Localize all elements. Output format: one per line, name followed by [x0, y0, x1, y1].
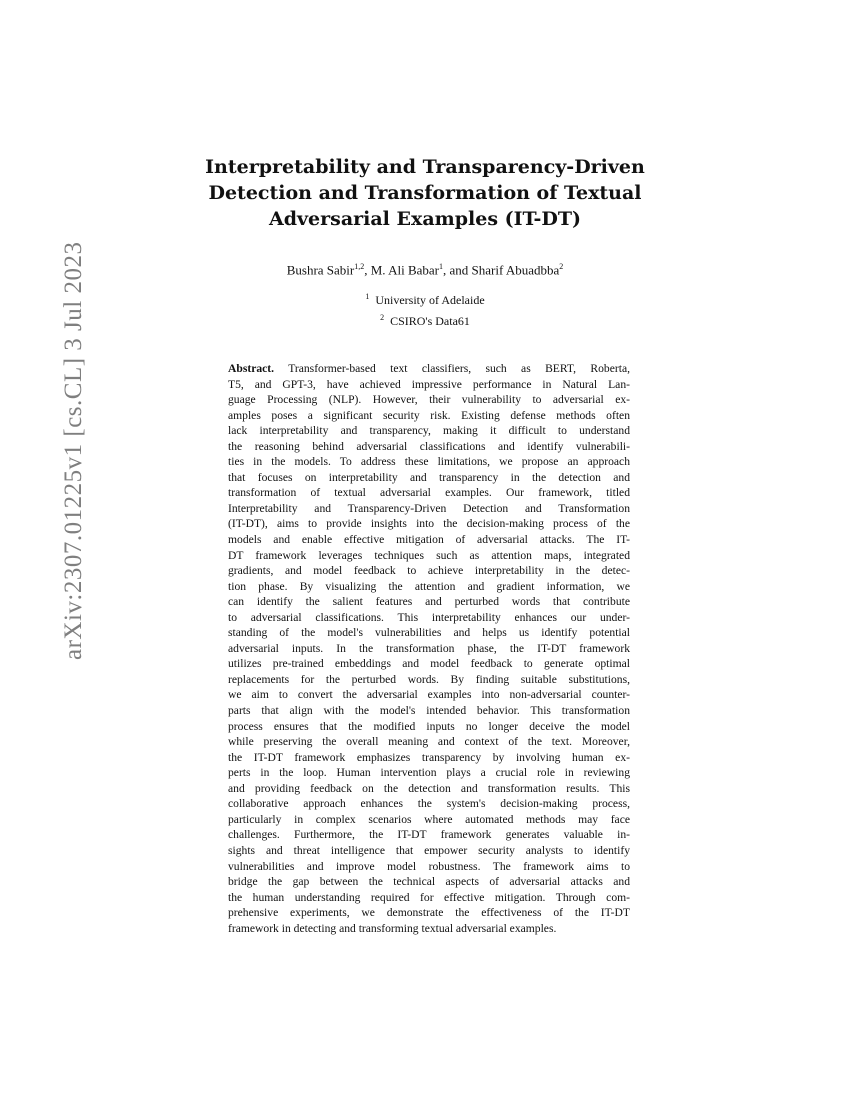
author-list [150, 262, 700, 278]
abstract-line-text: challenges. Furthermore, the IT-DT framework generates valuable in- [228, 828, 630, 842]
abstract-line-text: prehensive experiments, we demonstrate the effectiveness of the IT-DT [228, 906, 630, 920]
affiliation-number: 1 [365, 292, 370, 301]
abstract-line-text: while preserving the overall meaning and context of the text. Moreover, [228, 735, 630, 749]
abstract-line-text: (IT-DT), aims to provide insights into the decision-making process of the [228, 517, 630, 531]
abstract-line-text: and providing feedback on the detection and transformation results. This [228, 781, 630, 795]
abstract-line-text: Interpretability and Transparency-Driven Detection and Transformation [228, 501, 630, 515]
abstract-line [228, 843, 630, 859]
abstract-line-text: the human understanding required for effective mitigation. Through com- [228, 890, 630, 904]
title-line: Interpretability and Transparency-Driven [205, 156, 645, 178]
abstract-line [228, 579, 630, 595]
abstract-line [228, 563, 630, 579]
abstract-line-text: the reasoning behind adversarial classifications and identify vulnerabili- [228, 439, 630, 453]
abstract-line [228, 672, 630, 688]
abstract-line [228, 439, 630, 455]
abstract-line-text: transformation of textual adversarial examples. Our framework, titled [228, 486, 630, 500]
affiliation-name: CSIRO's Data61 [390, 314, 470, 328]
title-line: Adversarial Examples (IT-DT) [268, 208, 582, 230]
abstract-line-text: guage Processing (NLP). However, their vulnerability to adversarial ex- [228, 393, 630, 407]
abstract-line-text: process ensures that the modified inputs no longer deceive the model [228, 719, 630, 733]
abstract-line [228, 890, 630, 906]
abstract-line [228, 548, 630, 564]
author-separator: , and [443, 262, 472, 278]
abstract-line [228, 734, 630, 750]
abstract-label: Abstract. [228, 362, 275, 375]
abstract-line-text: that focuses on interpretability and transparency in the detection and [228, 470, 630, 484]
affiliation [200, 288, 650, 309]
abstract-line [228, 874, 630, 890]
abstract-line [228, 454, 630, 470]
abstract-line-text: perts in the loop. Human intervention plays a crucial role in reviewing [228, 766, 630, 780]
abstract-line [228, 361, 630, 377]
abstract-line-text: Transformer-based text classifiers, such as BERT, Roberta, [288, 362, 630, 375]
author-name: M. Ali Babar [370, 262, 439, 278]
abstract-line [228, 703, 630, 719]
abstract-line-text: amples poses a significant security risk. Existing defense methods often [228, 408, 630, 422]
abstract-line-text: adversarial inputs. In the transformation phase, the IT-DT framework [228, 641, 630, 655]
abstract-line [228, 470, 630, 486]
affiliation-name: University of Adelaide [375, 293, 485, 307]
abstract-line [228, 905, 630, 921]
abstract-line [228, 796, 630, 812]
abstract-line [228, 516, 630, 532]
affiliation-number: 2 [380, 313, 385, 322]
abstract-line [228, 859, 630, 875]
abstract-line-text: gradients, and model feedback to achieve interpretability in the detec- [228, 564, 630, 578]
author-affiliation-mark: 2 [559, 262, 564, 271]
author-separator: , [364, 262, 371, 278]
author-affiliation-mark: 1,2 [354, 262, 365, 271]
abstract-line-text: we aim to convert the adversarial examples into non-adversarial counter- [228, 688, 630, 702]
abstract-line [228, 921, 630, 937]
author-name: Bushra Sabir [286, 262, 355, 278]
abstract-line-text: standing of the model's vulnerabilities and helps us identify potential [228, 626, 630, 640]
abstract-line-text: lack interpretability and transparency, making it difficult to understand [228, 424, 630, 438]
abstract [228, 361, 630, 936]
abstract-line-text: bridge the gap between the technical aspects of adversarial attacks and [228, 875, 630, 889]
arxiv-identifier: arXiv:2307.01225v1 [cs.CL] 3 Jul 2023 [60, 241, 87, 660]
abstract-line-text: DT framework leverages techniques such as attention maps, integrated [228, 548, 630, 562]
abstract-line [228, 641, 630, 657]
abstract-line-text: sights and threat intelligence that empower security analysts to identify [228, 843, 630, 857]
abstract-line-text: parts that align with the model's intended behavior. This transformation [228, 704, 630, 718]
author-affiliation-mark: 1 [439, 262, 443, 271]
abstract-line-text: models and enable effective mitigation of adversarial attacks. The IT- [228, 533, 630, 547]
abstract-line-text: utilizes pre-trained embeddings and model feedback to generate optimal [228, 657, 630, 671]
abstract-line [228, 687, 630, 703]
abstract-line [228, 625, 630, 641]
abstract-line [228, 501, 630, 517]
abstract-line-text: particularly in complex scenarios where automated methods may face [228, 812, 630, 826]
abstract-line [228, 377, 630, 393]
abstract-line [228, 392, 630, 408]
abstract-line [228, 765, 630, 781]
abstract-line [228, 719, 630, 735]
abstract-line [228, 594, 630, 610]
abstract-line-text: the IT-DT framework emphasizes transparency by involving human ex- [228, 750, 630, 764]
abstract-line-text: to adversarial classifications. This interpretability enhances our under- [228, 610, 630, 624]
affiliation-list [200, 288, 650, 330]
author-name: Sharif Abuadbba [471, 262, 560, 278]
abstract-line-text: collaborative approach enhances the system's decision-making process, [228, 797, 630, 811]
abstract-line-text: tion phase. By visualizing the attention and gradient information, we [228, 579, 630, 593]
title-line: Detection and Transformation of Textual [208, 182, 642, 204]
abstract-line [228, 423, 630, 439]
abstract-line [228, 610, 630, 626]
abstract-line [228, 750, 630, 766]
abstract-line [228, 532, 630, 548]
abstract-line [228, 827, 630, 843]
abstract-line [228, 408, 630, 424]
abstract-line-text: replacements for the perturbed words. By finding suitable substitutions, [228, 672, 630, 686]
affiliation [200, 309, 650, 330]
abstract-line-text: vulnerabilities and improve model robustness. The framework aims to [228, 859, 630, 873]
abstract-line [228, 485, 630, 501]
abstract-line-text: framework in detecting and transforming textual adversarial examples. [228, 921, 557, 935]
abstract-line [228, 812, 630, 828]
abstract-line [228, 656, 630, 672]
abstract-line-text: can identify the salient features and perturbed words that contribute [228, 595, 630, 609]
abstract-line-text: T5, and GPT-3, have achieved impressive performance in Natural Lan- [228, 377, 630, 391]
paper-title [200, 154, 650, 232]
abstract-line-text: ties in the models. To address these limitations, we propose an approach [228, 455, 630, 469]
abstract-line [228, 781, 630, 797]
